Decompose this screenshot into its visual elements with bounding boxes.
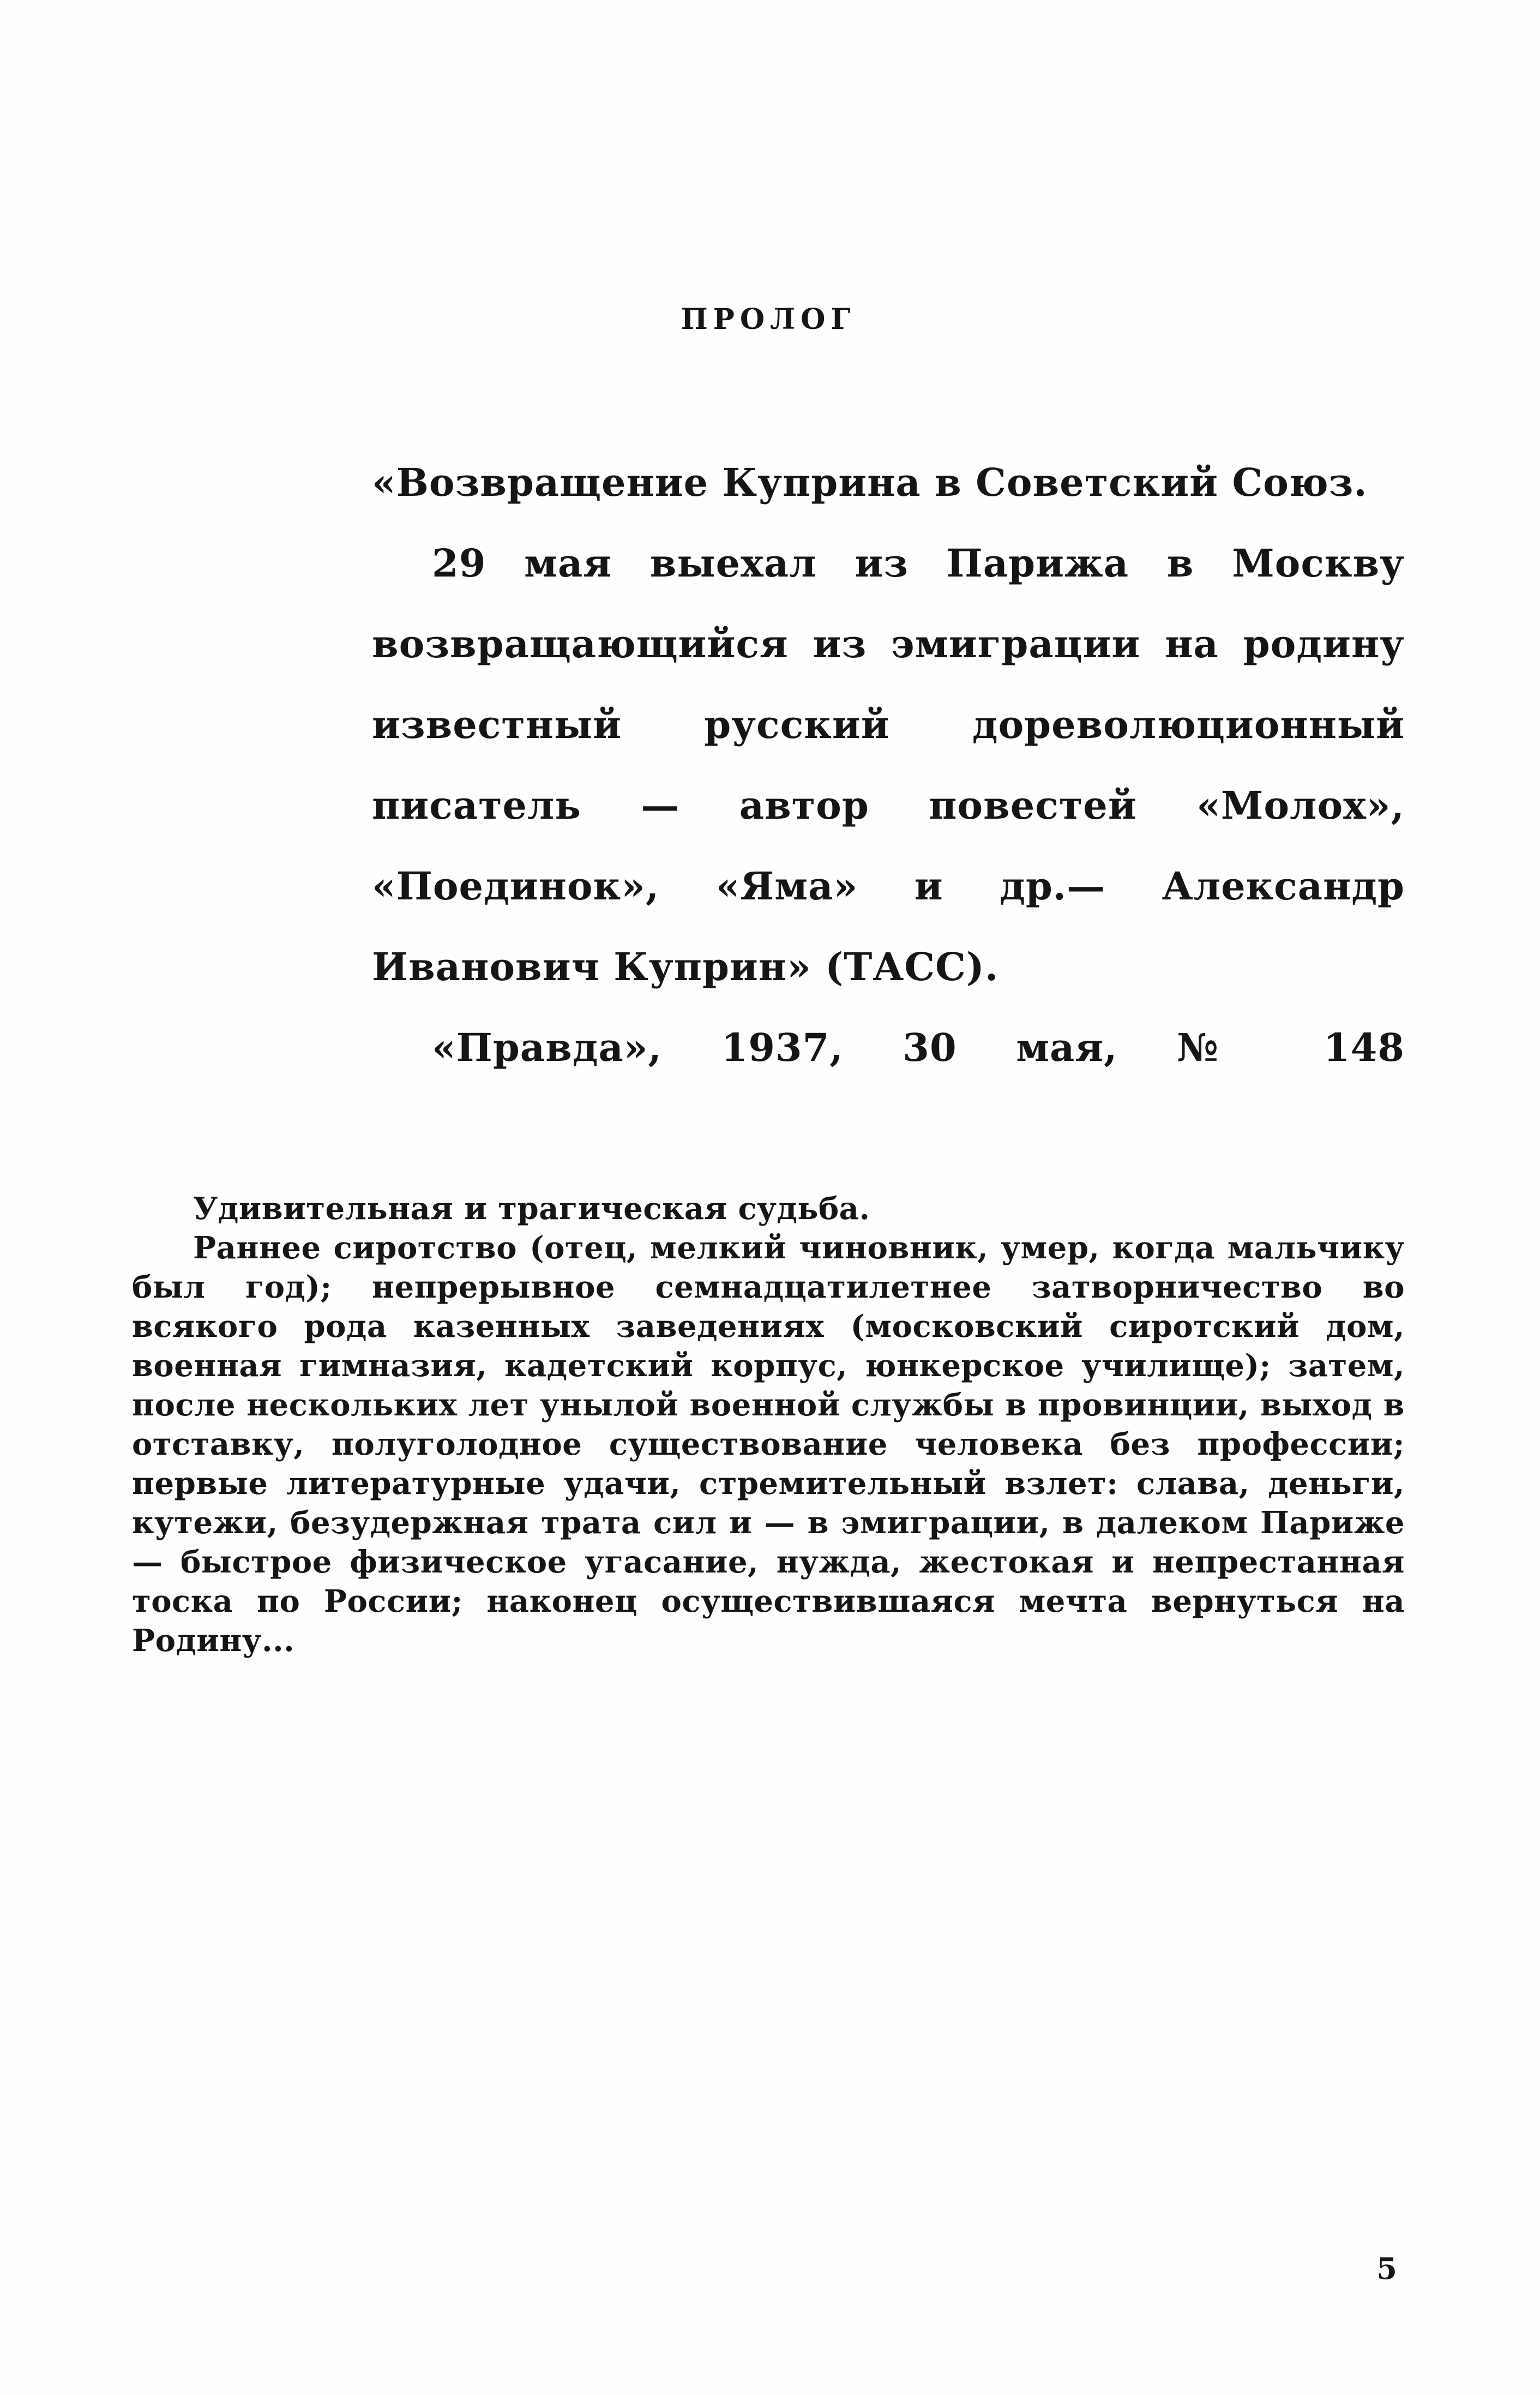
epigraph (372, 442, 1405, 1088)
epigraph-paragraph-1: «Возвращение Куприна в Советский Союз. (372, 460, 1368, 505)
page-heading: ПРОЛОГ (681, 303, 856, 336)
body-paragraph-2: Раннее сиротство (отец, мелкий чиновник, умер, когда мальчику был год); непрерывное семнадцатилетнее затворничество во всякого рода казенных заведениях (московский сиротский дом, военная гимназия, кадетский корпус, юнкерское училище); затем, после нескольких лет унылой военной службы в провинции, выход в отставку, полуголодное существование человека без профессии; первые литературные удачи, стремительный взлет: слава, деньги, кутежи, безудержная трата сил и — в эмиграции, в далеком Париже — быстрое физическое угасание, нужда, жестокая и непрестанная тоска по России; наконец осуществившаяся мечта вернуться на Родину... (132, 1230, 1405, 1659)
epigraph-paragraph-2: 29 мая выехал из Парижа в Москву возвращающийся из эмиграции на родину известный русский дореволюционный писатель — автор повестей «Молох», «Поединок», «Яма» и др.— Александр Иванович Куприн» (ТАСС). (372, 541, 1405, 989)
body-text (132, 1189, 1405, 1660)
epigraph-source: «Правда», 1937, 30 мая, № 148 (432, 1025, 1405, 1070)
page-number: 5 (1376, 2251, 1397, 2286)
body-paragraph-1: Удивительная и трагическая судьба. (193, 1191, 870, 1227)
